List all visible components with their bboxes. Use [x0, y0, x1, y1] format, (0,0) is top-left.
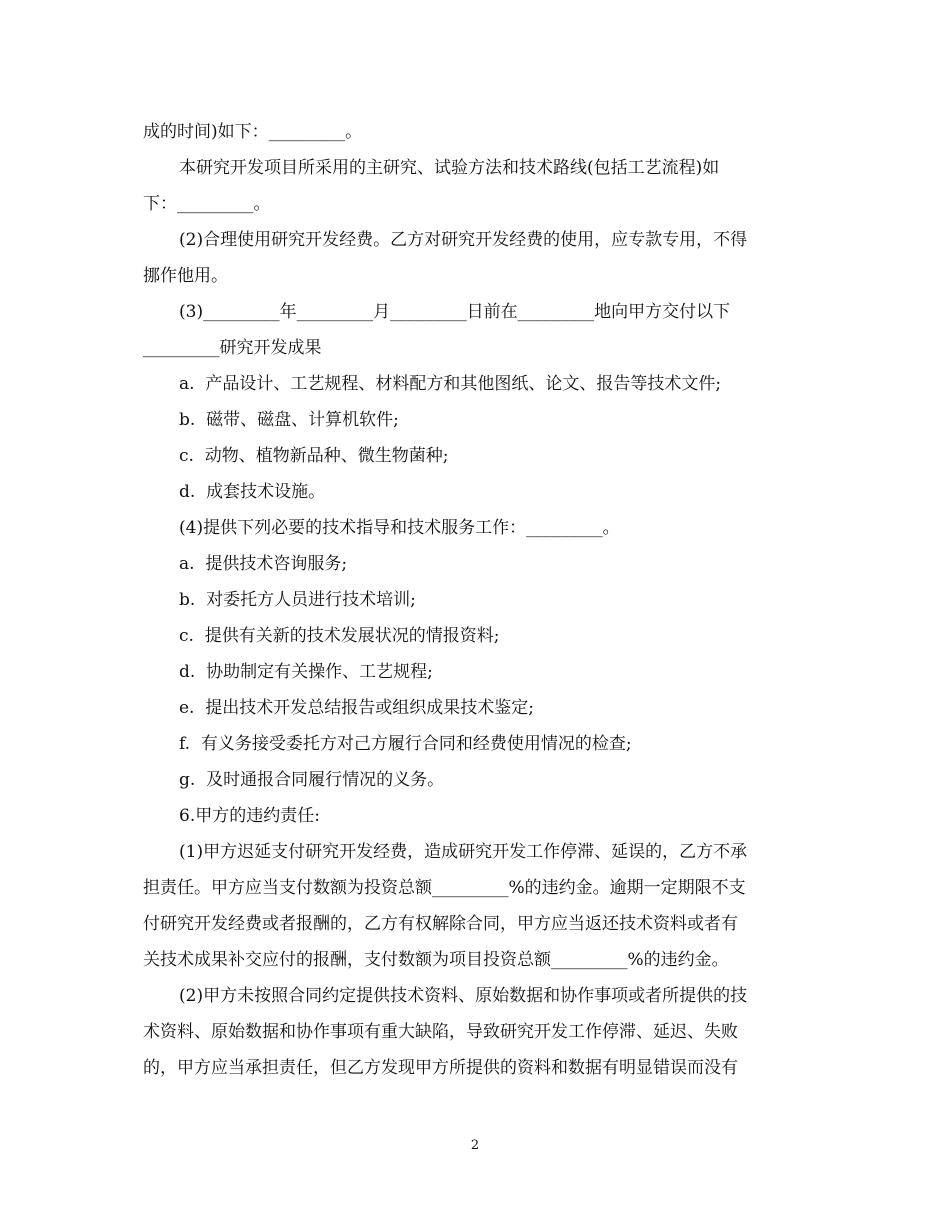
text-line: 付研究开发经费或者报酬的，乙方有权解除合同，甲方应当返还技术资料或者有: [143, 914, 738, 934]
text-line: (2)合理使用研究开发经费。乙方对研究开发经费的使用，应专款专用，不得: [179, 230, 748, 250]
list-item: e. 提出技术开发总结报告或组织成果技术鉴定;: [179, 698, 534, 718]
text-line: (3)_________年_________月_________日前在_________地向甲方交付以下: [179, 302, 731, 322]
text-line: 担责任。甲方应当支付数额为投资总额_________%的违约金。逾期一定期限不支: [143, 878, 746, 898]
text-line: (4)提供下列必要的技术指导和技术服务工作：_________。: [179, 518, 620, 538]
text-line: 术资料、原始数据和协作事项有重大缺陷，导致研究开发工作停滞、延迟、失败: [143, 1022, 738, 1042]
page-number: 2: [470, 1138, 480, 1153]
list-item: a. 产品设计、工艺规程、材料配方和其他图纸、论文、报告等技术文件;: [179, 374, 722, 394]
list-item: g. 及时通报合同履行情况的义务。: [179, 770, 445, 790]
list-item: b. 对委托方人员进行技术培训;: [179, 590, 416, 610]
section-heading: 6.甲方的违约责任:: [179, 806, 320, 826]
text-line: _________研究开发成果: [143, 338, 322, 358]
text-line: 的，甲方应当承担责任，但乙方发现甲方所提供的资料和数据有明显错误而没有: [143, 1058, 738, 1078]
list-item: c. 动物、植物新品种、微生物菌种;: [179, 446, 449, 466]
list-item: d. 协助制定有关操作、工艺规程;: [179, 662, 433, 682]
text-line: 下：_________。: [143, 194, 271, 214]
text-line: 挪作他用。: [143, 266, 228, 286]
text-line: 本研究开发项目所采用的主研究、试验方法和技术路线(包括工艺流程)如: [179, 158, 720, 178]
list-item: c. 提供有关新的技术发展状况的情报资料;: [179, 626, 500, 646]
text-line: (1)甲方迟延支付研究开发经费，造成研究开发工作停滞、延误的，乙方不承: [179, 842, 748, 862]
text-line: 关技术成果补交应付的报酬，支付数额为项目投资总额_________%的违约金。: [143, 950, 729, 970]
list-item: f. 有义务接受委托方对己方履行合同和经费使用情况的检查;: [179, 734, 632, 754]
list-item: a. 提供技术咨询服务;: [179, 554, 348, 574]
list-item: b. 磁带、磁盘、计算机软件;: [179, 410, 399, 430]
text-line: (2)甲方未按照合同约定提供技术资料、原始数据和协作事项或者所提供的技: [179, 986, 748, 1006]
list-item: d. 成套技术设施。: [179, 482, 326, 502]
text-line: 成的时间)如下：_________。: [143, 122, 363, 142]
